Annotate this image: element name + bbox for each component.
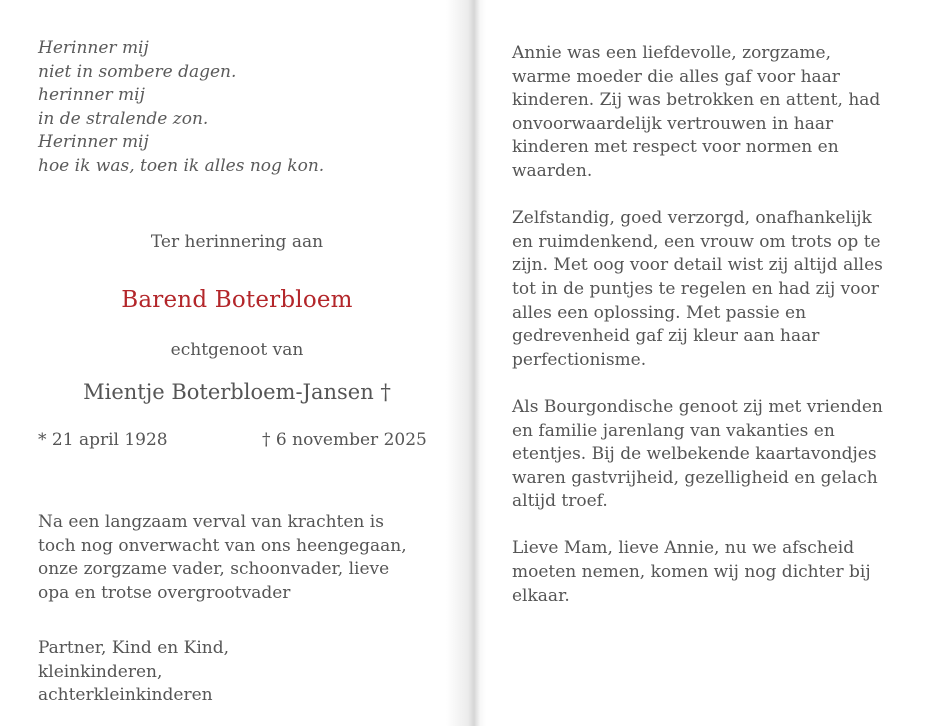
- tribute-line: Annie was een liefdevolle, zorgzame,: [512, 43, 831, 63]
- poem-line: Herinner mij: [38, 38, 149, 58]
- poem-line: niet in sombere dagen.: [38, 61, 237, 82]
- tribute-line: tot in de puntjes te regelen en had zij voor: [512, 278, 879, 299]
- announcement-line: onze zorgzame vader, schoonvader, lieve: [38, 559, 390, 580]
- announcement-line: opa en trotse overgrootvader: [38, 582, 291, 603]
- tribute-paragraph: [512, 42, 883, 184]
- tribute-line: Als Bourgondische genoot zij met vrienden: [512, 396, 883, 417]
- signer-line: kleinkinderen,: [38, 661, 163, 682]
- poem: [38, 37, 324, 179]
- tribute-line: alles een oplossing. Met passie en: [512, 302, 807, 323]
- left-page: [0, 0, 474, 726]
- tribute-line: perfectionisme.: [512, 349, 647, 370]
- tribute-line: moeten nemen, komen wij nog dichter bij: [512, 562, 871, 583]
- announcement-line: toch nog onverwacht van ons heengegaan,: [38, 535, 407, 556]
- poem-line: herinner mij: [38, 85, 145, 106]
- tribute-line: etentjes. Bij de welbekende kaartavondjes: [512, 444, 877, 465]
- deceased-name: Barend Boterbloem: [121, 287, 353, 313]
- poem-line: in de stralende zon.: [38, 108, 209, 129]
- spouse-label: echtgenoot van: [170, 340, 304, 360]
- tribute-text: [512, 42, 883, 632]
- birth-date: * 21 april 1928: [38, 430, 168, 450]
- tribute-line: kinderen. Zij was betrokken en attent, had: [512, 90, 881, 111]
- tribute-paragraph: [512, 537, 883, 608]
- tribute-line: waren gastvrijheid, gezelligheid en gelach: [512, 467, 878, 488]
- poem-line: hoe ik was, toen ik alles nog kon.: [38, 155, 325, 176]
- tribute-line: warme moeder die alles gaf voor haar: [512, 66, 840, 87]
- announcement-line: Na een langzaam verval van krachten is: [38, 512, 384, 532]
- tribute-line: kinderen met respect voor normen en: [512, 137, 839, 158]
- tribute-line: en ruimdenkend, een vrouw om trots op te: [512, 231, 881, 252]
- signers: [38, 637, 229, 708]
- tribute-paragraph: [512, 396, 883, 514]
- intro-text: Ter herinnering aan: [150, 232, 324, 252]
- tribute-line: Zelfstandig, goed verzorgd, onafhankelijk: [512, 208, 872, 229]
- tribute-line: onvoorwaardelijk vertrouwen in haar: [512, 113, 834, 134]
- tribute-line: gedrevenheid gaf zij kleur aan haar: [512, 326, 820, 347]
- tribute-line: altijd troef.: [512, 491, 608, 512]
- announcement: [38, 511, 407, 605]
- tribute-line: waarden.: [512, 160, 593, 181]
- page-fold-shadow: [446, 0, 486, 726]
- tribute-line: zijn. Met oog voor detail wist zij altijd alles: [512, 255, 883, 276]
- signer-line: Partner, Kind en Kind,: [38, 638, 230, 658]
- tribute-line: Lieve Mam, lieve Annie, nu we afscheid: [512, 538, 855, 559]
- tribute-line: en familie jarenlang van vakanties en: [512, 420, 835, 441]
- spouse-name: Mientje Boterbloem-Jansen †: [83, 380, 391, 404]
- tribute-paragraph: [512, 207, 883, 372]
- signer-line: achterkleinkinderen: [38, 685, 213, 706]
- tribute-line: elkaar.: [512, 585, 570, 606]
- poem-line: Herinner mij: [38, 132, 149, 153]
- death-date: † 6 november 2025: [262, 430, 427, 450]
